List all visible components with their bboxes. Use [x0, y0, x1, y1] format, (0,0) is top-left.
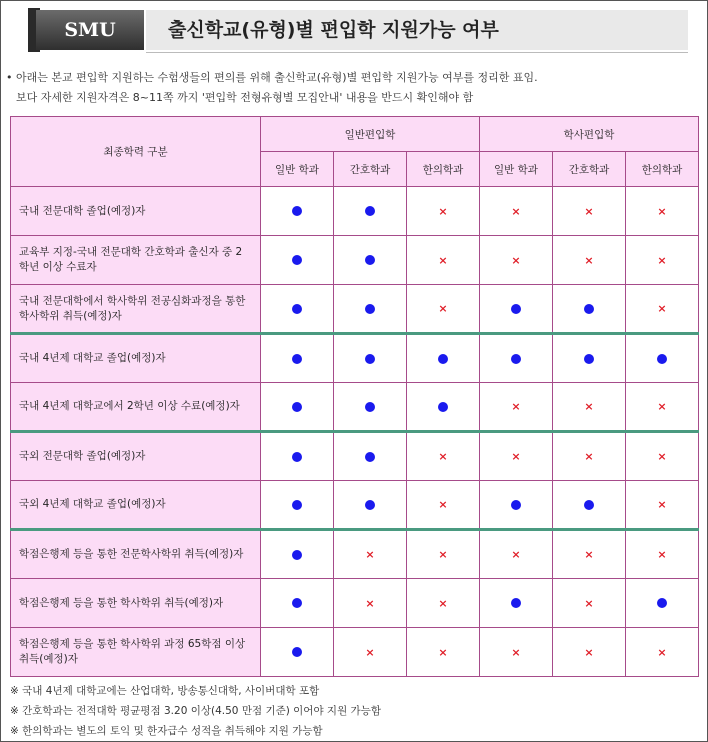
- eligibility-cell: [553, 579, 626, 628]
- eligibility-cell: [407, 383, 480, 432]
- smu-badge: SMU: [36, 10, 144, 50]
- eligible-dot-icon: [365, 354, 375, 364]
- eligibility-cell: [261, 334, 334, 383]
- not-eligible-x-icon: ×: [657, 400, 667, 413]
- eligible-dot-icon: [292, 354, 302, 364]
- eligible-dot-icon: [365, 206, 375, 216]
- eligibility-cell: [261, 187, 334, 236]
- eligible-dot-icon: [292, 402, 302, 412]
- footnote: ※ 간호학과는 전적대학 평균평점 3.20 이상(4.50 만점 기준) 이어야 지원 가능함: [10, 705, 381, 717]
- page-header: [28, 8, 688, 52]
- row-label: 학점은행제 등을 통한 학사학위 취득(예정)자: [11, 579, 261, 628]
- table-row: [11, 481, 699, 530]
- eligibility-cell: [480, 579, 553, 628]
- eligibility-cell: [334, 383, 407, 432]
- not-eligible-x-icon: ×: [584, 400, 594, 413]
- table-row: [11, 334, 699, 383]
- footnote: ※ 국내 4년제 대학교에는 산업대학, 방송통신대학, 사이버대학 포함: [10, 685, 320, 697]
- not-eligible-x-icon: ×: [438, 645, 448, 659]
- eligible-dot-icon: [365, 500, 375, 510]
- column-header: 한의학과: [407, 152, 480, 187]
- eligibility-cell: [407, 628, 480, 677]
- column-header: 간호학과: [334, 152, 407, 187]
- eligibility-cell: [334, 285, 407, 334]
- eligibility-cell: [626, 432, 699, 481]
- not-eligible-x-icon: ×: [438, 302, 448, 315]
- eligible-dot-icon: [438, 402, 448, 412]
- eligibility-cell: [407, 579, 480, 628]
- eligibility-cell: [480, 383, 553, 432]
- eligible-dot-icon: [365, 402, 375, 412]
- eligible-dot-icon: [292, 500, 302, 510]
- table-row: [11, 530, 699, 579]
- eligibility-cell: [261, 285, 334, 334]
- eligibility-table: [10, 116, 699, 677]
- eligible-dot-icon: [584, 304, 594, 314]
- eligible-dot-icon: [438, 354, 448, 364]
- eligibility-cell: [407, 432, 480, 481]
- eligibility-cell: [480, 285, 553, 334]
- not-eligible-x-icon: ×: [365, 548, 375, 561]
- eligibility-cell: [334, 530, 407, 579]
- eligibility-cell: [553, 530, 626, 579]
- eligible-dot-icon: [365, 255, 375, 265]
- not-eligible-x-icon: ×: [511, 548, 521, 561]
- not-eligible-x-icon: ×: [584, 548, 594, 561]
- eligibility-cell: [553, 383, 626, 432]
- eligible-dot-icon: [292, 550, 302, 560]
- eligibility-cell: [334, 481, 407, 530]
- eligibility-cell: [334, 236, 407, 285]
- row-label: 교육부 지정-국내 전문대학 간호학과 출신자 중 2학년 이상 수료자: [11, 236, 261, 285]
- eligibility-cell: [626, 285, 699, 334]
- eligibility-cell: [626, 383, 699, 432]
- eligibility-cell: [261, 236, 334, 285]
- not-eligible-x-icon: ×: [584, 596, 594, 610]
- eligibility-cell: [626, 628, 699, 677]
- not-eligible-x-icon: ×: [438, 253, 448, 267]
- eligibility-cell: [334, 432, 407, 481]
- not-eligible-x-icon: ×: [657, 498, 667, 511]
- eligible-dot-icon: [657, 598, 667, 608]
- not-eligible-x-icon: ×: [657, 204, 667, 218]
- eligibility-cell: [261, 628, 334, 677]
- eligibility-cell: [553, 285, 626, 334]
- eligibility-cell: [334, 334, 407, 383]
- eligible-dot-icon: [511, 500, 521, 510]
- eligibility-cell: [626, 236, 699, 285]
- eligibility-cell: [553, 236, 626, 285]
- eligibility-cell: [261, 579, 334, 628]
- eligibility-cell: [626, 530, 699, 579]
- eligibility-cell: [261, 383, 334, 432]
- eligible-dot-icon: [292, 206, 302, 216]
- eligibility-cell: [480, 334, 553, 383]
- eligibility-cell: [407, 236, 480, 285]
- eligibility-cell: [261, 530, 334, 579]
- eligibility-cell: [553, 432, 626, 481]
- not-eligible-x-icon: ×: [511, 204, 521, 218]
- eligibility-cell: [553, 481, 626, 530]
- eligibility-cell: [261, 432, 334, 481]
- table-row: [11, 383, 699, 432]
- column-header: 한의학과: [626, 152, 699, 187]
- not-eligible-x-icon: ×: [657, 253, 667, 267]
- eligible-dot-icon: [511, 304, 521, 314]
- eligibility-cell: [626, 481, 699, 530]
- eligibility-cell: [480, 432, 553, 481]
- eligible-dot-icon: [584, 354, 594, 364]
- group-header-general: 일반편입학: [261, 117, 480, 152]
- row-label: 국내 전문대학 졸업(예정)자: [11, 187, 261, 236]
- not-eligible-x-icon: ×: [584, 253, 594, 267]
- eligible-dot-icon: [657, 354, 667, 364]
- not-eligible-x-icon: ×: [584, 450, 594, 463]
- not-eligible-x-icon: ×: [584, 204, 594, 218]
- eligibility-cell: [480, 628, 553, 677]
- table-row: [11, 579, 699, 628]
- eligibility-cell: [553, 187, 626, 236]
- not-eligible-x-icon: ×: [584, 645, 594, 659]
- footnote: ※ 한의학과는 별도의 토익 및 한자급수 성적을 취득해야 지원 가능함: [10, 725, 323, 737]
- intro-text: [6, 68, 538, 108]
- table-row: [11, 628, 699, 677]
- eligibility-cell: [407, 187, 480, 236]
- eligible-dot-icon: [511, 354, 521, 364]
- eligibility-cell: [407, 530, 480, 579]
- eligibility-cell: [553, 628, 626, 677]
- not-eligible-x-icon: ×: [438, 498, 448, 511]
- row-label: 국내 전문대학에서 학사학위 전공심화과정을 통한 학사학위 취득(예정)자: [11, 285, 261, 334]
- eligibility-cell: [334, 628, 407, 677]
- not-eligible-x-icon: ×: [657, 302, 667, 315]
- footnotes: [10, 681, 381, 741]
- not-eligible-x-icon: ×: [511, 450, 521, 463]
- table-row: [11, 236, 699, 285]
- page-title: 출신학교(유형)별 편입학 지원가능 여부: [146, 10, 688, 50]
- row-label: 학점은행제 등을 통한 전문학사학위 취득(예정)자: [11, 530, 261, 579]
- eligibility-cell: [334, 579, 407, 628]
- intro-line-2: 보다 자세한 지원자격은 8~11쪽 까지 '편입학 전형유형별 모집안내' 내용을 반드시 확인해야 함: [16, 91, 474, 104]
- not-eligible-x-icon: ×: [511, 400, 521, 413]
- column-header: 일반 학과: [480, 152, 553, 187]
- not-eligible-x-icon: ×: [438, 596, 448, 610]
- not-eligible-x-icon: ×: [657, 548, 667, 561]
- eligibility-cell: [480, 481, 553, 530]
- not-eligible-x-icon: ×: [365, 645, 375, 659]
- row-label: 국외 4년제 대학교 졸업(예정)자: [11, 481, 261, 530]
- eligibility-cell: [480, 236, 553, 285]
- eligible-dot-icon: [365, 452, 375, 462]
- row-label: 국내 4년제 대학교에서 2학년 이상 수료(예정)자: [11, 383, 261, 432]
- table-row: [11, 187, 699, 236]
- column-header: 간호학과: [553, 152, 626, 187]
- eligible-dot-icon: [584, 500, 594, 510]
- eligibility-cell: [407, 481, 480, 530]
- eligibility-cell: [480, 187, 553, 236]
- eligible-dot-icon: [292, 647, 302, 657]
- eligible-dot-icon: [511, 598, 521, 608]
- eligibility-cell: [626, 334, 699, 383]
- table-row: [11, 432, 699, 481]
- not-eligible-x-icon: ×: [511, 253, 521, 267]
- intro-line-1: • 아래는 본교 편입학 지원하는 수험생들의 편의를 위해 출신학교(유형)별 편입학 지원가능 여부를 정리한 표임.: [6, 71, 538, 84]
- criteria-header: 최종학력 구분: [11, 117, 261, 187]
- not-eligible-x-icon: ×: [438, 204, 448, 218]
- column-header: 일반 학과: [261, 152, 334, 187]
- not-eligible-x-icon: ×: [438, 548, 448, 561]
- eligibility-cell: [407, 334, 480, 383]
- table-row: [11, 285, 699, 334]
- eligibility-cell: [407, 285, 480, 334]
- title-rule: [146, 52, 688, 53]
- not-eligible-x-icon: ×: [438, 450, 448, 463]
- eligible-dot-icon: [292, 304, 302, 314]
- eligibility-cell: [334, 187, 407, 236]
- eligibility-cell: [480, 530, 553, 579]
- eligibility-cell: [261, 481, 334, 530]
- not-eligible-x-icon: ×: [657, 645, 667, 659]
- eligible-dot-icon: [292, 255, 302, 265]
- eligibility-cell: [626, 579, 699, 628]
- eligible-dot-icon: [365, 304, 375, 314]
- eligibility-cell: [626, 187, 699, 236]
- eligible-dot-icon: [292, 598, 302, 608]
- eligibility-cell: [553, 334, 626, 383]
- row-label: 국외 전문대학 졸업(예정)자: [11, 432, 261, 481]
- row-label: 학점은행제 등을 통한 학사학위 과정 65학점 이상 취득(예정)자: [11, 628, 261, 677]
- group-header-bachelor: 학사편입학: [480, 117, 699, 152]
- row-label: 국내 4년제 대학교 졸업(예정)자: [11, 334, 261, 383]
- eligible-dot-icon: [292, 452, 302, 462]
- not-eligible-x-icon: ×: [657, 450, 667, 463]
- not-eligible-x-icon: ×: [365, 596, 375, 610]
- not-eligible-x-icon: ×: [511, 645, 521, 659]
